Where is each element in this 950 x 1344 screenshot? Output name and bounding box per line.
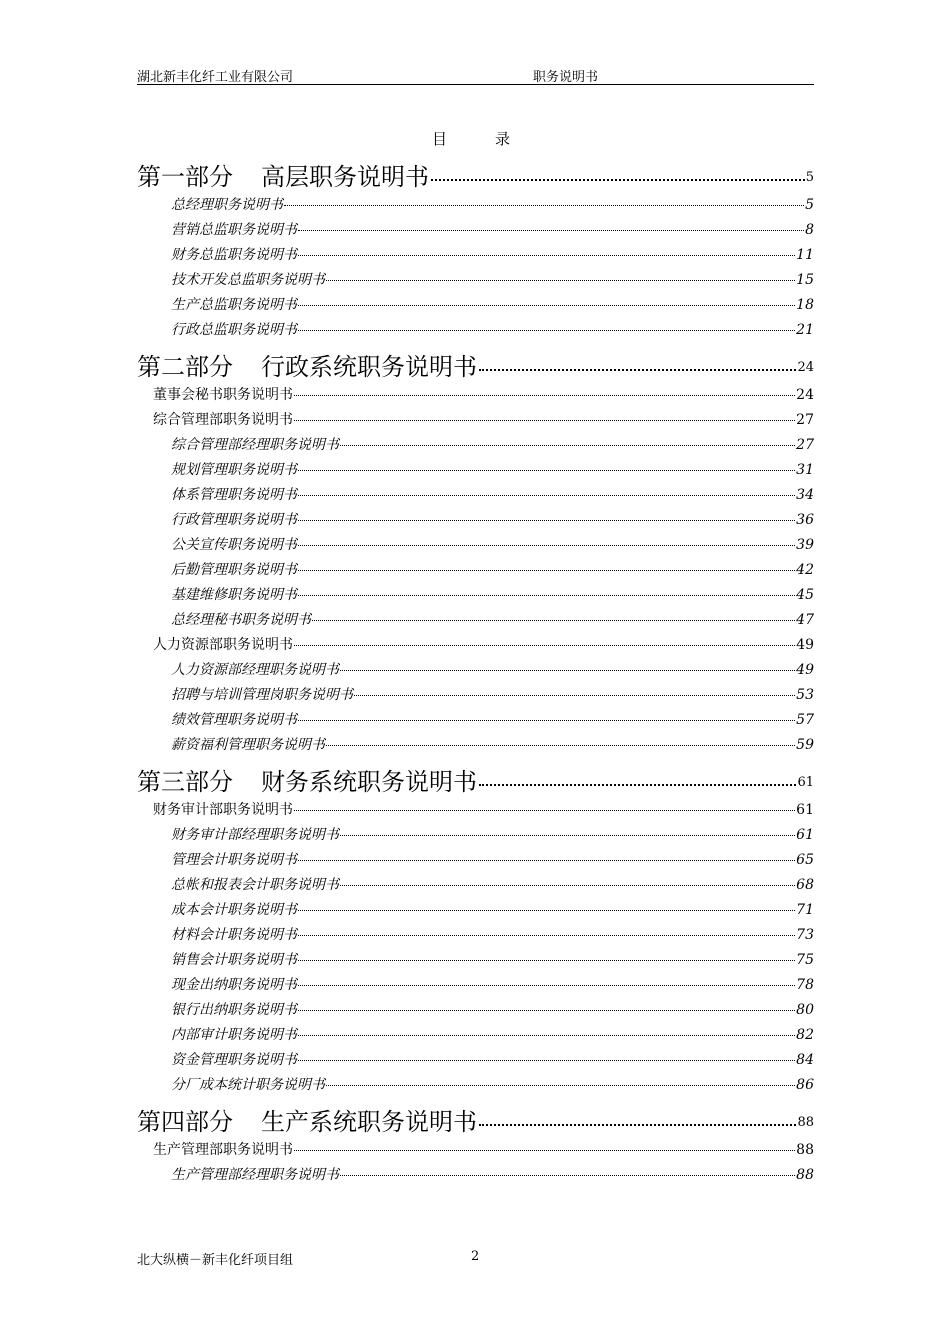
toc-entry-row[interactable] (137, 899, 814, 924)
toc-entry-row[interactable] (137, 1164, 814, 1189)
toc-page-number: 27 (796, 412, 814, 428)
toc-entry-row[interactable] (137, 659, 814, 684)
toc-part-label (137, 762, 477, 797)
toc-leader-dots (312, 620, 795, 621)
toc-leader-dots (479, 784, 796, 786)
toc-leader-dots (298, 230, 804, 231)
toc-entry-label: 行政管理职务说明书 (171, 512, 297, 528)
toc-part-row[interactable] (137, 759, 814, 799)
toc-entry-row[interactable] (137, 874, 814, 899)
toc-leader-dots (298, 545, 795, 546)
toc-page-number: 80 (796, 1002, 814, 1018)
toc-leader-dots (326, 1085, 795, 1086)
toc-leader-dots (298, 495, 795, 496)
toc-part-label (137, 347, 477, 382)
toc-leader-dots (431, 179, 805, 181)
toc-leader-dots (298, 910, 795, 911)
toc-part-number: 第二部分 (137, 352, 233, 381)
toc-entry-label: 绩效管理职务说明书 (171, 712, 297, 728)
toc-entry-label: 后勤管理职务说明书 (171, 562, 297, 578)
toc-leader-dots (298, 1035, 795, 1036)
toc-entry-row[interactable] (137, 924, 814, 949)
toc-page-number: 71 (796, 902, 814, 918)
toc-page-number: 57 (796, 712, 814, 728)
toc-page-number: 24 (797, 359, 814, 375)
toc-page-number: 59 (796, 737, 814, 753)
toc-entry-label: 财务审计部职务说明书 (153, 802, 293, 818)
toc-entry-label: 招聘与培训管理岗职务说明书 (171, 687, 353, 703)
toc-page-number: 39 (796, 537, 814, 553)
toc-leader-dots (354, 695, 795, 696)
toc-entry-label: 材料会计职务说明书 (171, 927, 297, 943)
toc-entry-row[interactable] (137, 949, 814, 974)
toc-entry-label: 财务总监职务说明书 (171, 247, 297, 263)
toc-leader-dots (298, 720, 795, 721)
toc-page-number: 88 (797, 1114, 814, 1130)
toc-entry-row[interactable] (137, 709, 814, 734)
toc-page-number: 27 (796, 437, 814, 453)
header-company: 湖北新丰化纤工业有限公司 (137, 70, 294, 85)
toc-leader-dots (298, 935, 795, 936)
toc-page-number: 84 (796, 1052, 814, 1068)
toc-leader-dots (340, 885, 795, 886)
toc-entry-label: 人力资源部职务说明书 (153, 637, 293, 653)
toc-entry-row[interactable] (137, 684, 814, 709)
toc-entry-row[interactable] (137, 824, 814, 849)
toc-entry-label: 管理会计职务说明书 (171, 852, 297, 868)
toc-leader-dots (479, 1124, 796, 1126)
toc-entry-row[interactable] (137, 384, 814, 409)
toc-part-number: 第三部分 (137, 767, 233, 796)
toc-entry-row[interactable] (137, 609, 814, 634)
toc-entry-row[interactable] (137, 1049, 814, 1074)
toc-page-number: 45 (796, 587, 814, 603)
toc-leader-dots (298, 860, 795, 861)
toc-entry-row[interactable] (137, 194, 814, 219)
toc-entry-row[interactable] (137, 534, 814, 559)
toc-entry-row[interactable] (137, 484, 814, 509)
toc-entry-label: 内部审计职务说明书 (171, 1027, 297, 1043)
toc-page-number: 88 (796, 1167, 814, 1183)
toc-leader-dots (340, 445, 795, 446)
toc-entry-row[interactable] (137, 509, 814, 534)
toc-leader-dots (326, 745, 795, 746)
toc-part-row[interactable] (137, 1099, 814, 1139)
toc-entry-label: 董事会秘书职务说明书 (153, 387, 293, 403)
toc-leader-dots (294, 1150, 795, 1151)
toc-entry-label: 银行出纳职务说明书 (171, 1002, 297, 1018)
toc-part-name: 生产系统职务说明书 (261, 1107, 477, 1136)
toc-page-number: 5 (805, 169, 814, 185)
toc-entry-row[interactable] (137, 799, 814, 824)
toc-part-label (137, 157, 429, 192)
toc-leader-dots (298, 570, 795, 571)
toc-entry-label: 技术开发总监职务说明书 (171, 272, 325, 288)
toc-entry-label: 公关宣传职务说明书 (171, 537, 297, 553)
toc-entry-row[interactable] (137, 269, 814, 294)
toc-leader-dots (479, 369, 796, 371)
toc-part-name: 高层职务说明书 (261, 162, 429, 191)
toc-entry-label: 财务审计部经理职务说明书 (171, 827, 339, 843)
toc-page-number: 78 (796, 977, 814, 993)
toc-entry-row[interactable] (137, 584, 814, 609)
toc-page-number: 61 (797, 774, 814, 790)
toc-page-number: 49 (796, 662, 814, 678)
toc-page-number: 34 (796, 487, 814, 503)
toc-heading-char-2: 录 (495, 130, 511, 148)
toc-page-number: 47 (796, 612, 814, 628)
toc-entry-row[interactable] (137, 559, 814, 584)
toc-page-number: 5 (805, 197, 814, 213)
toc-leader-dots (340, 1175, 795, 1176)
toc-heading (432, 128, 510, 149)
toc-entry-row[interactable] (137, 1024, 814, 1049)
toc-entry-row[interactable] (137, 634, 814, 659)
toc-part-row[interactable] (137, 344, 814, 384)
toc-heading-char-1: 目 (432, 130, 448, 148)
toc-page-number: 24 (796, 387, 814, 403)
toc-entry-row[interactable] (137, 244, 814, 269)
toc-leader-dots (298, 595, 795, 596)
toc-entry-label: 规划管理职务说明书 (171, 462, 297, 478)
toc-page-number: 31 (796, 462, 814, 478)
toc-leader-dots (294, 420, 795, 421)
toc-leader-dots (298, 1010, 795, 1011)
toc-page-number: 49 (796, 637, 814, 653)
toc-entry-row[interactable] (137, 734, 814, 759)
toc-page-number: 15 (796, 272, 814, 288)
toc-entry-row[interactable] (137, 1139, 814, 1164)
footer-page-number: 2 (471, 1249, 480, 1264)
toc-page-number: 73 (796, 927, 814, 943)
toc-entry-row[interactable] (137, 974, 814, 999)
toc-entry-label: 人力资源部经理职务说明书 (171, 662, 339, 678)
table-of-contents (137, 154, 814, 1189)
toc-part-row[interactable] (137, 154, 814, 194)
toc-page-number: 36 (796, 512, 814, 528)
toc-entry-row[interactable] (137, 459, 814, 484)
toc-leader-dots (298, 330, 795, 331)
toc-leader-dots (298, 1060, 795, 1061)
toc-page-number: 53 (796, 687, 814, 703)
toc-leader-dots (340, 670, 795, 671)
toc-entry-row[interactable] (137, 849, 814, 874)
toc-entry-label: 生产总监职务说明书 (171, 297, 297, 313)
toc-entry-row[interactable] (137, 1074, 814, 1099)
toc-entry-label: 资金管理职务说明书 (171, 1052, 297, 1068)
toc-page-number: 61 (796, 802, 814, 818)
toc-leader-dots (340, 835, 795, 836)
toc-leader-dots (284, 205, 804, 206)
toc-entry-row[interactable] (137, 319, 814, 344)
toc-entry-label: 分厂成本统计职务说明书 (171, 1077, 325, 1093)
toc-part-number: 第一部分 (137, 162, 233, 191)
toc-entry-row[interactable] (137, 409, 814, 434)
toc-part-label (137, 1102, 477, 1137)
toc-leader-dots (326, 280, 795, 281)
toc-page-number: 86 (796, 1077, 814, 1093)
toc-leader-dots (294, 645, 795, 646)
toc-page-number: 42 (796, 562, 814, 578)
toc-entry-label: 总经理秘书职务说明书 (171, 612, 311, 628)
toc-page-number: 88 (796, 1142, 814, 1158)
toc-entry-label: 现金出纳职务说明书 (171, 977, 297, 993)
toc-page-number: 8 (805, 222, 814, 238)
toc-entry-label: 总帐和报表会计职务说明书 (171, 877, 339, 893)
toc-entry-label: 总经理职务说明书 (171, 197, 283, 213)
toc-entry-row[interactable] (137, 219, 814, 244)
toc-entry-label: 生产管理部经理职务说明书 (171, 1167, 339, 1183)
toc-entry-label: 生产管理部职务说明书 (153, 1142, 293, 1158)
toc-entry-label: 行政总监职务说明书 (171, 322, 297, 338)
toc-leader-dots (298, 985, 795, 986)
toc-leader-dots (298, 470, 795, 471)
toc-leader-dots (298, 520, 795, 521)
toc-page-number: 65 (796, 852, 814, 868)
toc-leader-dots (298, 255, 795, 256)
toc-entry-label: 销售会计职务说明书 (171, 952, 297, 968)
toc-entry-row[interactable] (137, 999, 814, 1024)
toc-entry-label: 综合管理部经理职务说明书 (171, 437, 339, 453)
footer-project-group: 北大纵横－新丰化纤项目组 (137, 1253, 294, 1268)
toc-entry-label: 薪资福利管理职务说明书 (171, 737, 325, 753)
toc-page-number: 75 (796, 952, 814, 968)
toc-entry-label: 综合管理部职务说明书 (153, 412, 293, 428)
toc-entry-row[interactable] (137, 434, 814, 459)
toc-page-number: 61 (796, 827, 814, 843)
toc-page-number: 68 (796, 877, 814, 893)
toc-leader-dots (298, 305, 795, 306)
toc-entry-label: 营销总监职务说明书 (171, 222, 297, 238)
toc-leader-dots (298, 960, 795, 961)
toc-part-name: 财务系统职务说明书 (261, 767, 477, 796)
toc-entry-label: 体系管理职务说明书 (171, 487, 297, 503)
toc-entry-label: 成本会计职务说明书 (171, 902, 297, 918)
toc-part-number: 第四部分 (137, 1107, 233, 1136)
toc-page-number: 11 (796, 247, 814, 263)
toc-entry-row[interactable] (137, 294, 814, 319)
page-header (137, 66, 814, 85)
toc-entry-label: 基建维修职务说明书 (171, 587, 297, 603)
toc-leader-dots (294, 810, 795, 811)
toc-page-number: 21 (796, 322, 814, 338)
header-document-title: 职务说明书 (533, 70, 599, 85)
toc-leader-dots (294, 395, 795, 396)
toc-page-number: 18 (796, 297, 814, 313)
toc-page-number: 82 (796, 1027, 814, 1043)
toc-part-name: 行政系统职务说明书 (261, 352, 477, 381)
